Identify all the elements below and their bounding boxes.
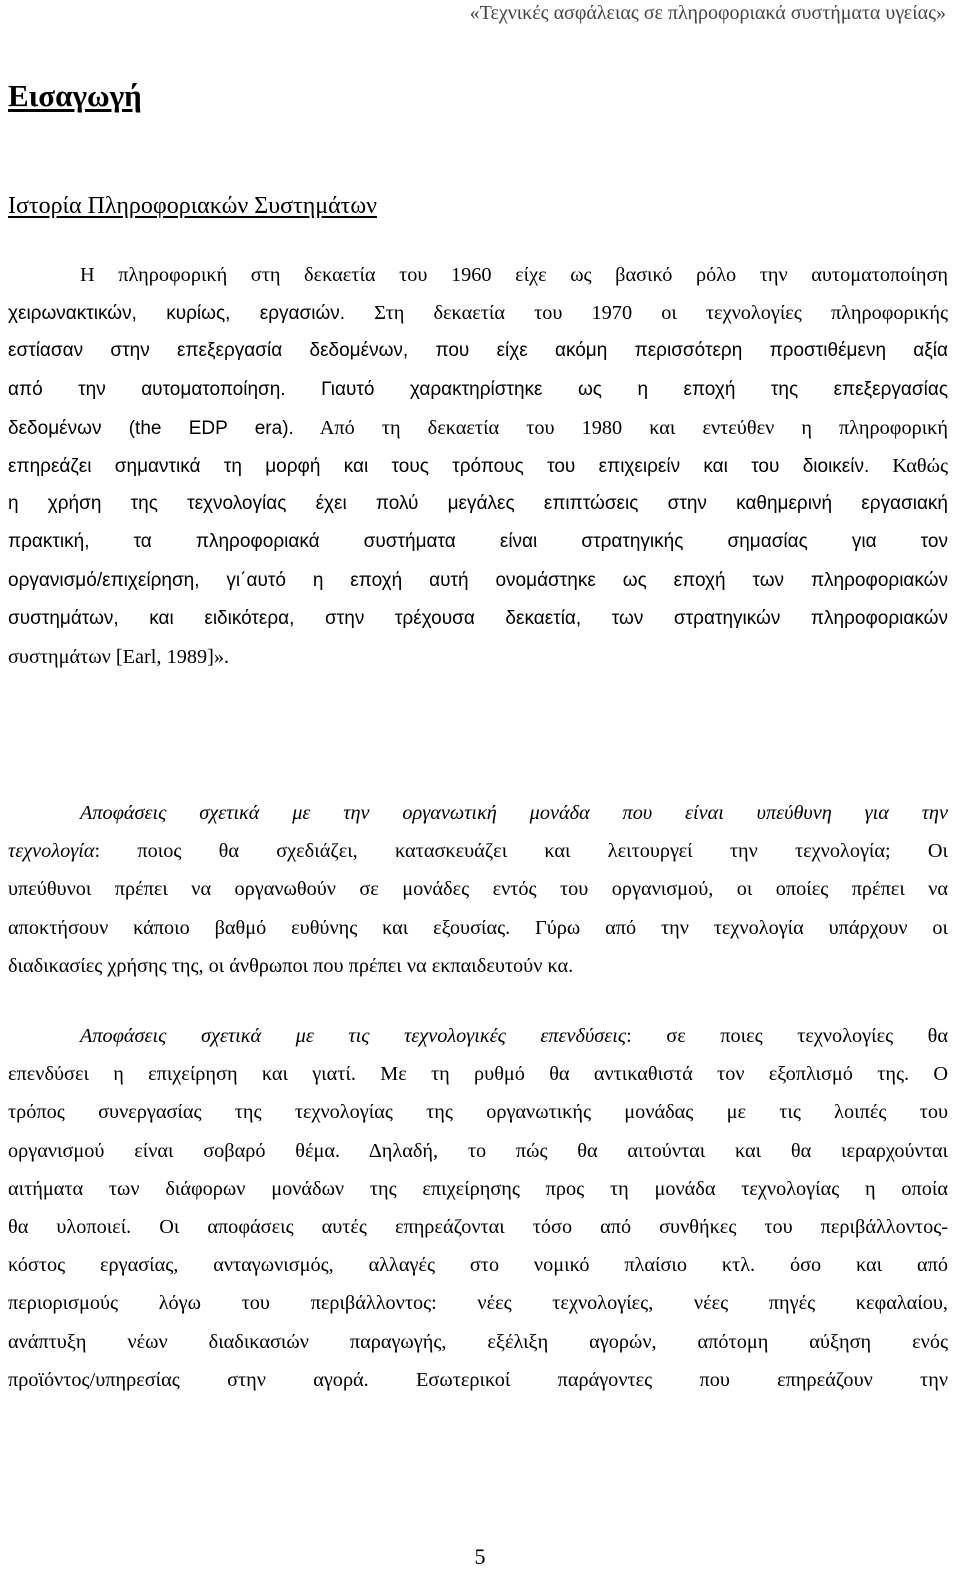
text-line: επενδύσει η επιχείρηση και γιατί. Με τη ρυθμό θα αντικαθιστά τον εξοπλισμό της. Ο [8,1063,948,1086]
running-header: «Τεχνικές ασφάλειας σε πληροφοριακά συστήματα υγείας» [469,2,946,24]
paragraph-history [8,256,948,676]
section-title: Εισαγωγή [8,78,142,113]
text-line: περιορισμούς λόγω του περιβάλλοντος: νέες τεχνολογίες, νέες πηγές κεφαλαίου, [8,1292,948,1315]
paragraph-technology-investments [8,1017,948,1399]
text-line: η χρήση της τεχνολογίας έχει πολύ μεγάλες επιπτώσεις στην καθημερινή εργασιακή [8,493,948,515]
text-line: Αποφάσεις σχετικά με τις τεχνολογικές επενδύσεις: σε ποιες τεχνολογίες θα [80,1025,948,1047]
text-line: αιτήματα των διάφορων μονάδων της επιχείρησης προς τη μονάδα τεχνολογίας η οποία [8,1177,948,1200]
paragraph-organizational-unit [8,794,948,985]
text-line: πρακτική, τα πληροφοριακά συστήματα είναι στρατηγικής σημασίας για τον [8,531,948,553]
text-line: διαδικασίες χρήσης της, οι άνθρωποι που πρέπει να εκπαιδευτούν κα. [8,954,574,977]
text-line: υπεύθυνοι πρέπει να οργανωθούν σε μονάδες εντός του οργανισμού, οι οποίες πρέπει να [8,878,948,901]
text-line: κόστος εργασίας, ανταγωνισμός, αλλαγές στο νομικό πλαίσιο κτλ. όσο και από [8,1254,948,1277]
page-number: 5 [474,1544,486,1569]
text-line: αποκτήσουν κάποιο βαθμό ευθύνης και εξουσίας. Γύρω από την τεχνολογία υπάρχουν οι [8,916,948,939]
text-line: δεδομένων (the EDP era). Από τη δεκαετία του 1980 και εντεύθεν η πληροφορική [8,416,948,439]
section-subtitle: Ιστορία Πληροφοριακών Συστημάτων [8,193,377,219]
text-line: ανάπτυξη νέων διαδικασιών παραγωγής, εξέλιξη αγορών, απότομη αύξηση ενός [8,1330,948,1353]
text-line: θα υλοποιεί. Οι αποφάσεις αυτές επηρεάζονται τόσο από συνθήκες του περιβάλλοντος- [8,1215,948,1238]
text-line: τεχνολογία: ποιος θα σχεδιάζει, κατασκευάζει και λειτουργεί την τεχνολογία; Οι [8,840,948,863]
text-line: χειρωνακτικών, κυρίως, εργασιών. Στη δεκαετία του 1970 οι τεχνολογίες πληροφορικής [8,302,948,325]
text-line: συστημάτων [Earl, 1989]». [8,645,230,668]
text-line: Η πληροφορική στη δεκαετία του 1960 είχε ως βασικό ρόλο την αυτοματοποίηση [80,264,948,286]
text-line: συστημάτων, και ειδικότερα, στην τρέχουσα δεκαετία, των στρατηγικών πληροφοριακών [8,607,948,629]
text-line: οργανισμού είναι σοβαρό θέμα. Δηλαδή, το πώς θα αιτούνται και θα ιεραρχούνται [8,1139,948,1162]
text-line: προϊόντος/υπηρεσίας στην αγορά. Εσωτερικοί παράγοντες που επηρεάζουν την [8,1368,948,1391]
text-line: από την αυτοματοποίηση. Γιαυτό χαρακτηρίστηκε ως η εποχή της επεξεργασίας [8,378,948,400]
text-line: εστίασαν στην επεξεργασία δεδομένων, που είχε ακόμη περισσότερη προστιθέμενη αξία [8,340,948,362]
text-line: Αποφάσεις σχετικά με την οργανωτική μονάδα που είναι υπεύθυνη για την [80,802,948,824]
text-line: οργανισμό/επιχείρηση, γι΄αυτό η εποχή αυτή ονομάστηκε ως εποχή των πληροφοριακών [8,569,948,591]
text-line: τρόπος συνεργασίας της τεχνολογίας της οργανωτικής μονάδας με τις λοιπές του [8,1101,948,1124]
text-line: επηρεάζει σημαντικά τη μορφή και τους τρόπους του επιχειρείν και του διοικείν. Καθώς [8,454,948,477]
